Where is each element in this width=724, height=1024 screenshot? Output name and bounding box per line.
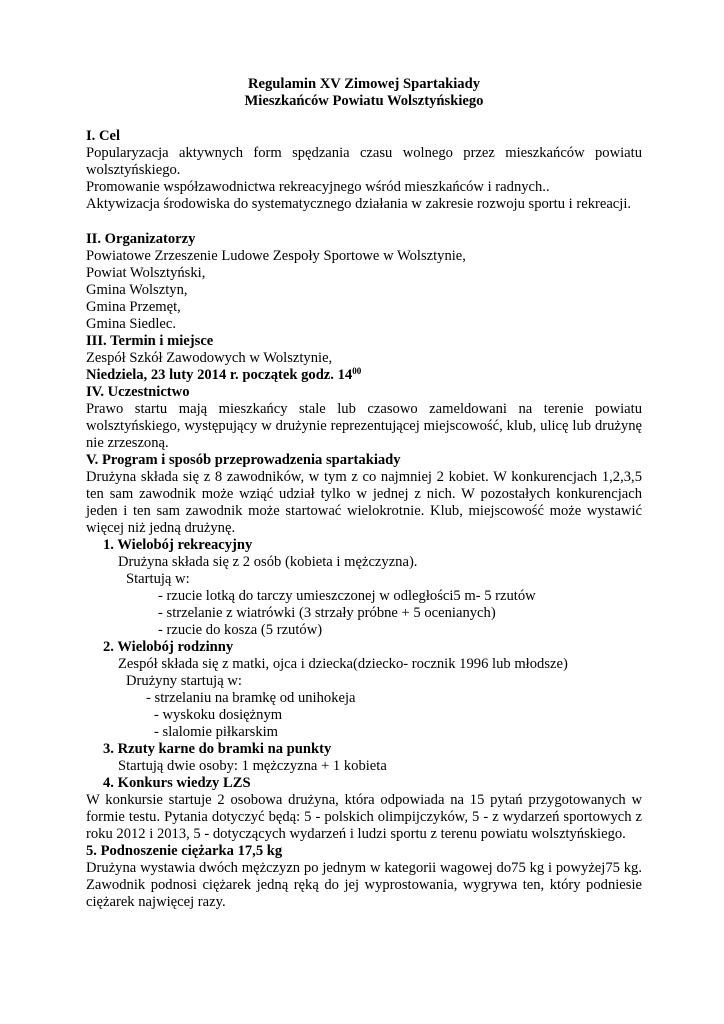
competition-2-item: - strzelaniu na bramkę od unihokeja <box>146 690 356 706</box>
document-page <box>86 76 642 911</box>
competition-3-heading: 3. Rzuty karne do bramki na punkty <box>103 741 332 757</box>
cel-paragraph-1: Popularyzacja aktywnych form spędzania czasu wolnego przez mieszkańców powiatu wolsztyńskiego. <box>86 145 642 178</box>
organizer-item: Gmina Wolsztyn, <box>86 282 188 298</box>
competition-2-team: Zespół składa się z matki, ojca i dziecka(dziecko- rocznik 1996 lub młodsze) <box>118 656 568 672</box>
competition-1-item: - rzucie do kosza (5 rzutów) <box>158 622 323 638</box>
organizer-item: Powiatowe Zrzeszenie Ludowe Zespoły Sportowe w Wolsztynie, <box>86 248 466 264</box>
section-heading-termin: III. Termin i miejsce <box>86 333 214 349</box>
cel-paragraph-2: Promowanie współzawodnictwa rekreacyjnego wśród mieszkańców i radnych.. <box>86 179 550 195</box>
organizer-item: Powiat Wolsztyński, <box>86 265 206 281</box>
title-line-2: Mieszkańców Powiatu Wolsztyńskiego <box>244 93 484 109</box>
program-intro: Drużyna składa się z 8 zawodników, w tym z co najmniej 2 kobiet. W konkurencjach 1,2,3,5 ten sam zawodnik może wziąć udział tylko w jednej z nich. W pozostałych konkurencjach jeden i ten sam zawodnik może startować wielokrotnie. Klub, miejscowość może wystawić więcej niż jedną drużynę. <box>86 469 642 536</box>
competition-5-text: Drużyna wystawia dwóch mężczyzn po jednym w kategorii wagowej do75 kg i powyżej75 kg. Zawodnik podnosi ciężarek jedną ręką do jej wyprostowania, wygrywa ten, który podniesie ciężarek najwięcej razy. <box>86 860 642 910</box>
competition-1-heading: 1. Wielobój rekreacyjny <box>103 537 253 553</box>
competition-1-start: Startują w: <box>126 571 190 587</box>
cel-paragraph-3: Aktywizacja środowiska do systematycznego działania w zakresie rozwoju sportu i rekreacji. <box>86 196 632 212</box>
competition-2-start: Drużyny startują w: <box>126 673 242 689</box>
competition-4-text: W konkursie startuje 2 osobowa drużyna, która odpowiada na 15 pytań przygotowanych w formie testu. Pytania dotyczyć będą: 5 - polskich olimpijczyków, 5 - z wydarzeń sportowych z roku 2012 i 2013, 5 - dotyczących wydarzeń i ludzi sportu z terenu powiatu wolsztyńskiego. <box>86 792 642 842</box>
competition-2-heading: 2. Wielobój rodzinny <box>103 639 234 655</box>
section-heading-program: V. Program i sposób przeprowadzenia spartakiady <box>86 452 401 468</box>
competition-1-item: - strzelanie z wiatrówki (3 strzały próbne + 5 ocenianych) <box>158 605 496 621</box>
competition-1-item: - rzucie lotką do tarczy umieszczonej w odległości5 m- 5 rzutów <box>158 588 536 604</box>
competition-5-heading: 5. Podnoszenie ciężarka 17,5 kg <box>86 843 283 859</box>
section-heading-uczestnictwo: IV. Uczestnictwo <box>86 384 190 400</box>
document-title <box>86 76 642 110</box>
uczestnictwo-text: Prawo startu mają mieszkańcy stale lub czasowo zameldowani na terenie powiatu wolsztyńskiego, występujący w drużynie reprezentującej miejscowość, klub, ulicę lub drużynę nie zrzeszoną. <box>86 401 642 451</box>
competition-4-heading: 4. Konkurs wiedzy LZS <box>103 775 251 791</box>
competition-1-team: Drużyna składa się z 2 osób (kobieta i mężczyzna). <box>118 554 418 570</box>
competition-2-item: - slalomie piłkarskim <box>154 724 279 740</box>
competition-3-text: Startują dwie osoby: 1 mężczyzna + 1 kobieta <box>118 758 387 774</box>
organizer-item: Gmina Siedlec. <box>86 316 176 332</box>
section-heading-cel: I. Cel <box>86 128 121 144</box>
event-time-minutes: 00 <box>352 366 362 376</box>
organizer-item: Gmina Przemęt, <box>86 299 181 315</box>
section-heading-organizatorzy: II. Organizatorzy <box>86 231 196 247</box>
competition-2-item: - wyskoku dosiężnym <box>154 707 283 723</box>
event-date-text: Niedziela, 23 luty 2014 r. początek godz. 14 <box>86 367 353 383</box>
title-line-1: Regulamin XV Zimowej Spartakiady <box>247 76 481 92</box>
event-place: Zespół Szkół Zawodowych w Wolsztynie, <box>86 350 333 366</box>
event-date <box>86 367 642 384</box>
